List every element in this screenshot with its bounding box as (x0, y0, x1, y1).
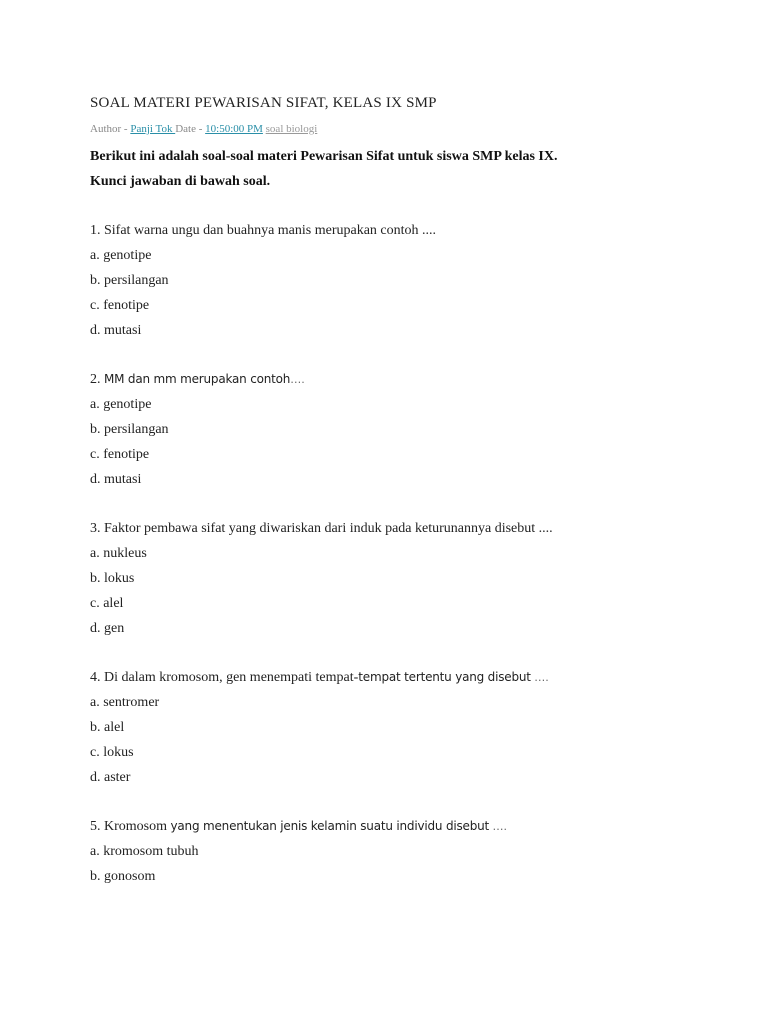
post-title: SOAL MATERI PEWARISAN SIFAT, KELAS IX SMP (90, 95, 437, 111)
answer-option: b. alel (90, 720, 125, 735)
question-text-sans: MM dan mm merupakan contoh (104, 372, 291, 386)
question-text-serif: 4. Di dalam kromosom, gen menempati tempat- (90, 670, 359, 685)
question-block (90, 367, 730, 492)
answer-option: a. genotipe (90, 248, 152, 263)
question-block (90, 814, 730, 889)
question-block (90, 516, 730, 641)
answer-option: d. gen (90, 621, 125, 636)
answer-option: c. fenotipe (90, 447, 150, 462)
answer-option: b. gonosom (90, 869, 156, 884)
answer-option: d. aster (90, 770, 131, 785)
author-link[interactable]: Panji Tok (130, 123, 176, 135)
question-text (90, 516, 730, 541)
question-ellipsis: …. (290, 373, 305, 386)
answer-option: d. mutasi (90, 323, 142, 338)
intro-line: Berikut ini adalah soal-soal materi Pewarisan Sifat untuk siswa SMP kelas IX. (90, 149, 558, 164)
post-time-link[interactable]: 10:50:00 PM (205, 123, 263, 135)
date-prefix: Date - (175, 123, 206, 135)
question-ellipsis: …. (530, 671, 549, 684)
post-container (90, 92, 730, 913)
question-text-sans: yang menentukan jenis kelamin suatu individu disebut (170, 819, 490, 833)
answer-option: b. persilangan (90, 422, 169, 437)
question-text (90, 367, 730, 392)
answer-option: b. persilangan (90, 273, 169, 288)
answer-option: d. mutasi (90, 472, 142, 487)
intro-line: Kunci jawaban di bawah soal. (90, 174, 271, 189)
question-text-serif: 5. Kromosom (90, 819, 171, 834)
answer-option: a. nukleus (90, 546, 147, 561)
answer-option: a. sentromer (90, 695, 160, 710)
answer-option: c. lokus (90, 745, 134, 760)
intro (90, 144, 730, 194)
answer-option: b. lokus (90, 571, 135, 586)
category-label-link[interactable]: soal biologi (265, 123, 318, 135)
answer-option: a. kromosom tubuh (90, 844, 199, 859)
question-text (90, 814, 730, 839)
question-text-serif: 3. Faktor pembawa sifat yang diwariskan dari induk pada keturunannya disebut .... (90, 521, 553, 536)
question-list (90, 218, 730, 889)
question-ellipsis: …. (489, 820, 508, 833)
post-meta (90, 121, 730, 137)
question-text-serif: 1. Sifat warna ungu dan buahnya manis merupakan contoh .... (90, 223, 437, 238)
question-text-serif: 2. (90, 372, 104, 387)
answer-option: c. fenotipe (90, 298, 150, 313)
question-block (90, 218, 730, 343)
question-text (90, 218, 730, 243)
answer-option: c. alel (90, 596, 124, 611)
question-block (90, 665, 730, 790)
question-text-sans: tempat tertentu yang disebut (358, 670, 531, 684)
author-prefix: Author - (90, 123, 131, 135)
answer-option: a. genotipe (90, 397, 152, 412)
question-text (90, 665, 730, 690)
